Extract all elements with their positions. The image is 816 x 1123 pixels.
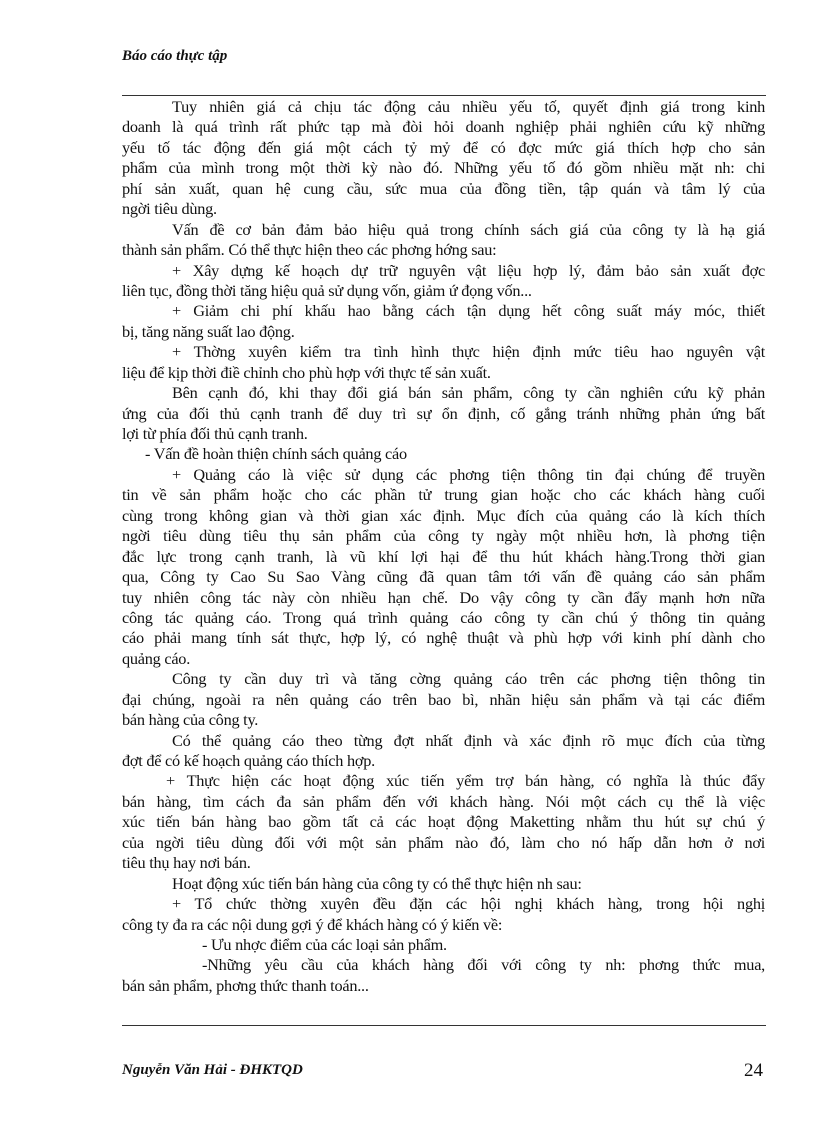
text-line: liệu để kịp thời điề chỉnh cho phù hợp với thực tế sản xuất. — [122, 362, 491, 382]
text-line: đắc lực trong cạnh tranh, là vũ khí lợi hại để thu hút khách hàng.Trong thời gian — [122, 546, 765, 566]
text-line: doanh là quá trình rất phức tạp mà đòi hỏi doanh nghiệp phải nghiên cứu kỹ những — [122, 117, 765, 137]
text-line: tiêu thụ hay nơi bán. — [122, 853, 251, 873]
paragraph — [122, 301, 765, 342]
text-line: + Thờng xuyên kiểm tra tình hình thực hiện định mức tiêu hao nguyên vật — [172, 342, 765, 362]
text-line: của ngời tiêu dùng đối với một sản phẩm nào đó, làm cho nó hấp dẫn hơn ở nơi — [122, 832, 765, 852]
text-line: + Xây dựng kế hoạch dự trữ nguyên vật liệu hợp lý, đảm bảo sản xuất đợc — [172, 260, 765, 280]
text-line: phí sản xuất, quan hệ cung cầu, sức mua của đồng tiền, tập quán và tâm lý của — [122, 178, 765, 198]
paragraph — [122, 97, 765, 220]
text-line: Hoạt động xúc tiến bán hàng của công ty có thể thực hiện nh sau: — [172, 873, 582, 893]
text-line: đợt để có kế hoạch quảng cáo thích hợp. — [122, 751, 375, 770]
paragraph — [122, 731, 765, 772]
paragraph — [122, 955, 765, 996]
footer-author: Nguyễn Văn Hải - ĐHKTQD — [122, 1062, 303, 1078]
text-line: + Tổ chức thờng xuyên đều đặn các hội nghị khách hàng, trong hội nghị — [172, 894, 765, 914]
paragraph — [122, 935, 765, 955]
text-line: bán hàng của công ty. — [122, 710, 259, 730]
text-line: - Vấn đề hoàn thiện chính sách quảng cáo — [145, 444, 407, 464]
text-line: thành sản phẩm. Có thể thực hiện theo các phơng hớng sau: — [122, 240, 497, 260]
text-line: lợi từ phía đối thủ cạnh tranh. — [122, 424, 308, 443]
text-line: bị, tăng năng suất lao động. — [122, 321, 295, 341]
text-line: bán hàng, tìm cách đa sản phẩm đến với khách hàng. Nói một cách cụ thể là việc — [122, 791, 765, 811]
text-line: -Những yêu cầu của khách hàng đối với công ty nh: phơng thức mua, — [202, 955, 765, 975]
text-line: Vấn đề cơ bản đảm bảo hiệu quả trong chính sách giá của công ty là hạ giá — [172, 219, 765, 239]
text-line: xúc tiến bán hàng bao gồm tất cả các hoạt động Maketting nhằm thu hút sự chú ý — [122, 812, 765, 832]
header-title: Báo cáo thực tập — [122, 48, 228, 64]
text-line: cáo phải mang tính sát thực, hợp lý, có nghệ thuật và phù hợp với kinh phí dành cho — [122, 628, 765, 648]
paragraph — [122, 669, 765, 730]
document-body — [122, 97, 765, 996]
text-line: quảng cáo. — [122, 648, 191, 668]
footer-rule — [122, 1025, 766, 1026]
text-line: + Quảng cáo là việc sử dụng các phơng tiện thông tin đại chúng để truyền — [172, 464, 765, 484]
text-line: + Thực hiện các hoạt động xúc tiến yểm trợ bán hàng, có nghĩa là thúc đẩy — [166, 771, 765, 791]
text-line: liên tục, đồng thời tăng hiệu quả sử dụng vốn, giảm ứ đọng vốn... — [122, 280, 532, 300]
text-line: ngời tiêu dùng. — [122, 199, 217, 219]
text-line: Tuy nhiên giá cả chịu tác động cảu nhiều yếu tố, quyết định giá trong kinh — [172, 97, 765, 116]
paragraph — [122, 220, 765, 261]
text-line: + Giảm chi phí khấu hao bằng cách tận dụng hết công suất máy móc, thiết — [172, 301, 765, 321]
page-number: 24 — [744, 1060, 763, 1081]
text-line: tuy nhiên công tác này còn nhiều hạn chế. Do vậy công ty cần đẩy mạnh hơn nữa — [122, 587, 765, 607]
paragraph — [122, 444, 765, 464]
paragraph — [122, 383, 765, 444]
text-line: công ty đa ra các nội dung gợi ý để khách hàng có ý kiến về: — [122, 914, 503, 934]
paragraph — [122, 894, 765, 935]
header-rule — [122, 95, 766, 96]
text-line: cùng trong không gian và thời gian xác định. Mục đích của quảng cáo là kích thích — [122, 505, 765, 525]
text-line: yếu tố tác động đến giá một cách tỷ mỷ để có đợc mức giá thích hợp cho sản — [122, 137, 765, 157]
text-line: - Ưu nhợc điểm của các loại sản phẩm. — [202, 934, 447, 954]
text-line: bán sản phẩm, phơng thức thanh toán... — [122, 975, 369, 995]
text-line: đại chúng, ngoài ra nên quảng cáo trên bao bì, nhãn hiệu sản phẩm và tại các điểm — [122, 689, 765, 709]
text-line: phẩm của mình trong một thời kỳ nào đó. Những yếu tố đó gồm nhiều mặt nh: chi — [122, 158, 765, 178]
text-line: công tác quảng cáo. Trong quá trình quảng cáo công ty cần chú ý thông tin quảng — [122, 607, 765, 627]
text-line: ứng của đối thủ cạnh tranh để duy trì sự ổn định, cố gắng tránh những phản ứng bất — [122, 403, 765, 423]
paragraph — [122, 261, 765, 302]
paragraph — [122, 874, 765, 894]
paragraph — [122, 342, 765, 383]
text-line: Bên cạnh đó, khi thay đổi giá bán sản phẩm, công ty cần nghiên cứu kỹ phản — [172, 383, 765, 403]
paragraph — [122, 465, 765, 669]
text-line: Công ty cần duy trì và tăng cờng quảng cáo trên các phơng tiện thông tin — [172, 669, 765, 689]
text-line: ngời tiêu dùng tiêu thụ sản phẩm của công ty ngày một nhiều hơn, là phơng tiện — [122, 526, 765, 546]
text-line: Có thể quảng cáo theo từng đợt nhất định và xác định rõ mục đích của từng — [172, 730, 765, 750]
text-line: qua, Công ty Cao Su Sao Vàng cũng đã quan tâm tới vấn đề quảng cáo sản phẩm — [122, 567, 765, 587]
paragraph — [122, 771, 765, 873]
text-line: tin về sản phẩm hoặc cho các phần tử trung gian hoặc cho các khách hàng cuối — [122, 485, 765, 505]
